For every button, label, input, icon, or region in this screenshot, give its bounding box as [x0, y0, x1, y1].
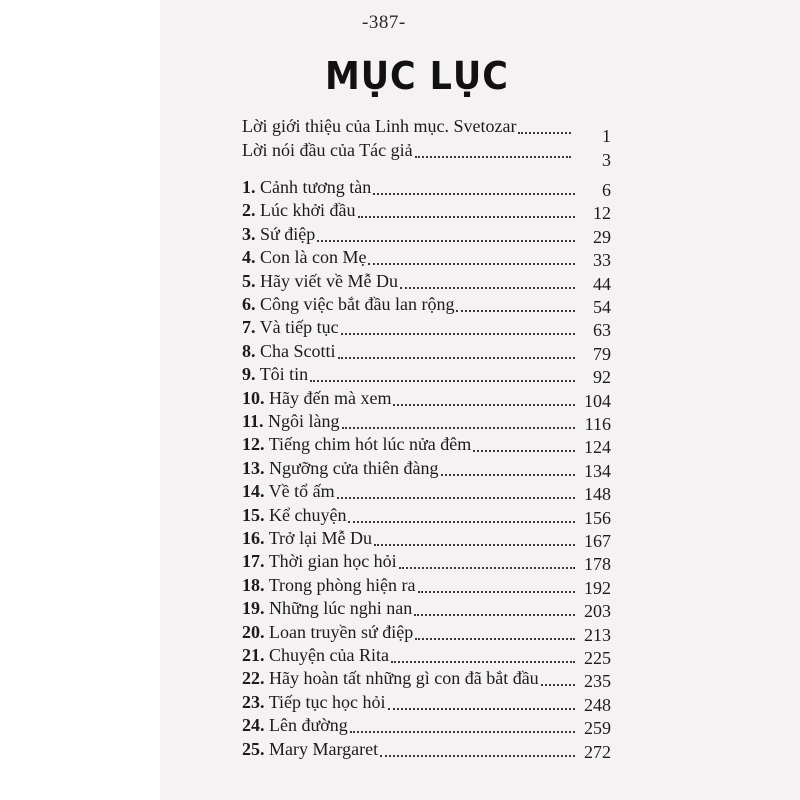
dot-leader [341, 333, 575, 335]
entry-label [242, 364, 308, 384]
entry-label [242, 622, 413, 642]
chapter-number: 25. [242, 738, 265, 759]
page-title: MỤC LỤC [325, 54, 509, 98]
chapter-number: 12. [242, 434, 265, 455]
dot-leader [388, 708, 575, 710]
page-reference: 272 [584, 741, 611, 762]
toc-entry [242, 505, 611, 526]
entry-label [242, 341, 336, 361]
chapter-number: 24. [242, 715, 265, 736]
entry-label [242, 645, 389, 665]
entry-label [242, 224, 315, 244]
chapter-number: 4. [242, 247, 256, 268]
chapter-number: 23. [242, 691, 265, 712]
entry-title: Trong phòng hiện ra [268, 574, 416, 595]
dot-leader [342, 427, 575, 429]
entry-label [242, 411, 340, 431]
toc-entry [242, 434, 611, 458]
entry-label [242, 247, 366, 267]
entry-title: Thời gian học hỏi [268, 551, 397, 572]
page-reference: 3 [602, 150, 611, 170]
toc-entry [242, 668, 611, 692]
page-reference: 6 [602, 180, 611, 200]
entry-title: Tiếp tục học hỏi [268, 691, 386, 712]
chapter-number: 11. [242, 411, 264, 431]
entry-title: Lời nói đầu của Tác giả [242, 140, 413, 160]
dot-leader [317, 240, 575, 242]
entry-title: Công việc bắt đầu lan rộng [260, 294, 455, 314]
entry-title: Mary Margaret [269, 738, 379, 759]
entry-title: Hãy đến mà xem [269, 387, 392, 408]
toc-entry [242, 247, 611, 271]
entry-label [242, 692, 386, 712]
entry-title: Chuyện của Rita [269, 645, 389, 665]
entry-label [242, 505, 346, 525]
page-reference: 213 [584, 624, 611, 645]
entry-label [242, 116, 516, 136]
chapter-number: 2. [242, 200, 256, 221]
page-reference: 124 [584, 437, 611, 458]
chapter-number: 21. [242, 645, 265, 665]
toc-entry [242, 294, 611, 315]
entry-label [242, 177, 371, 197]
dot-leader [338, 357, 576, 359]
page-reference: 156 [584, 507, 611, 528]
chapter-number: 10. [242, 387, 265, 408]
dot-leader [310, 380, 575, 382]
page-reference: 1 [602, 126, 611, 146]
toc-entry [242, 177, 611, 198]
chapter-number: 7. [242, 317, 256, 338]
toc-entry [242, 271, 611, 292]
page-reference: 116 [584, 414, 611, 434]
toc-entry [242, 388, 611, 409]
toc-entry [242, 575, 611, 596]
chapter-number: 9. [242, 364, 256, 385]
dot-leader [415, 156, 571, 158]
entry-title: Tôi tin [259, 364, 309, 385]
page-reference: 192 [584, 577, 611, 598]
entry-label [242, 294, 454, 314]
entry-title: Cha Scotti [260, 340, 336, 361]
front-matter-entry [242, 116, 611, 146]
entry-title: Cảnh tương tàn [260, 177, 372, 197]
page-reference: 29 [593, 226, 611, 247]
dot-leader [337, 497, 575, 499]
dot-leader [399, 567, 575, 569]
page-reference: 63 [593, 320, 611, 341]
entry-title: Lên đường [269, 715, 348, 736]
chapter-number: 3. [242, 223, 256, 244]
toc-entry [242, 200, 611, 224]
toc-entry [242, 645, 611, 666]
toc-entry [242, 739, 611, 760]
chapter-number: 17. [242, 551, 265, 572]
page-reference: 92 [593, 367, 611, 388]
book-page [160, 0, 800, 800]
chapter-number: 14. [242, 481, 265, 502]
toc-entry [242, 622, 611, 643]
toc-entry [242, 528, 611, 549]
toc-entry [242, 317, 611, 341]
chapter-number: 1. [242, 177, 256, 197]
page-reference: 79 [593, 343, 611, 364]
entry-label [242, 551, 397, 571]
page-reference: 148 [584, 484, 611, 505]
toc-entry [242, 551, 611, 575]
entry-title: Hãy viết về Mễ Du [260, 270, 398, 291]
page-reference: 248 [584, 694, 611, 715]
dot-leader [400, 287, 575, 289]
page-reference: 54 [593, 297, 611, 317]
chapter-number: 19. [242, 598, 265, 619]
toc-entry [242, 715, 611, 739]
chapter-number: 5. [242, 270, 256, 291]
dot-leader [358, 216, 576, 218]
page-reference: 134 [584, 460, 611, 481]
entry-title: Và tiếp tục [259, 317, 339, 338]
page-reference: 225 [584, 648, 611, 668]
entry-title: Loan truyền sứ điệp [269, 621, 414, 642]
entry-label [242, 598, 412, 618]
page-reference: 235 [584, 671, 611, 692]
dot-leader [350, 731, 575, 733]
chapter-number: 6. [242, 294, 256, 314]
front-matter-entry [242, 140, 611, 170]
toc-entry [242, 458, 611, 479]
entry-title: Lúc khởi đầu [260, 200, 356, 221]
entry-label [242, 575, 416, 595]
page-reference: 167 [584, 531, 611, 551]
chapter-number: 22. [242, 668, 265, 689]
toc-entry [242, 224, 611, 245]
entry-title: Về tổ ấm [268, 481, 335, 502]
chapter-number: 18. [242, 574, 265, 595]
toc-entry [242, 411, 611, 432]
toc-entry [242, 481, 611, 505]
entry-title: Trở lại Mễ Du [268, 528, 373, 548]
entry-title: Tiếng chim hót lúc nửa đêm [268, 434, 472, 455]
entry-label [242, 668, 539, 688]
entry-label [242, 388, 391, 408]
toc-entry [242, 692, 611, 713]
chapter-number: 16. [242, 528, 265, 548]
dot-leader [380, 755, 575, 757]
chapter-number: 20. [242, 621, 265, 642]
page-reference: 178 [584, 554, 611, 575]
entry-label [242, 528, 372, 548]
dot-leader [348, 521, 575, 523]
toc-entry [242, 364, 611, 388]
page-reference: 259 [584, 718, 611, 739]
entry-label [242, 458, 439, 478]
dot-leader [373, 193, 575, 195]
entry-label [242, 200, 356, 220]
page-reference: 203 [584, 601, 611, 622]
entry-title: Sứ điệp [260, 223, 316, 244]
entry-label [242, 715, 348, 735]
entry-label [242, 434, 471, 454]
entry-title: Kể chuyện [269, 504, 347, 525]
entry-title: Con là con Mẹ [260, 247, 367, 268]
page-number: -387- [362, 12, 406, 33]
entry-label [242, 317, 339, 337]
dot-leader [374, 544, 575, 546]
chapter-number: 13. [242, 457, 265, 478]
chapter-number: 8. [242, 340, 256, 361]
entry-title: Ngưỡng cửa thiên đàng [269, 457, 439, 478]
entry-title: Ngôi làng [268, 411, 340, 431]
entry-title: Lời giới thiệu của Linh mục. Svetozar [242, 116, 517, 136]
page-reference: 12 [593, 203, 611, 224]
entry-title: Hãy hoàn tất những gì con đã bắt đầu [269, 668, 539, 689]
page-reference: 33 [593, 250, 611, 271]
page-reference: 44 [593, 273, 611, 294]
entry-title: Những lúc nghi nan [269, 598, 413, 619]
dot-leader [393, 404, 575, 406]
entry-label [242, 140, 413, 160]
entry-label [242, 481, 335, 501]
entry-label [242, 739, 378, 759]
toc-entry [242, 341, 611, 362]
dot-leader [391, 661, 575, 663]
chapter-number: 15. [242, 504, 265, 525]
toc-entry [242, 598, 611, 622]
entry-label [242, 271, 398, 291]
page-reference: 104 [584, 390, 611, 411]
dot-leader [368, 263, 575, 265]
